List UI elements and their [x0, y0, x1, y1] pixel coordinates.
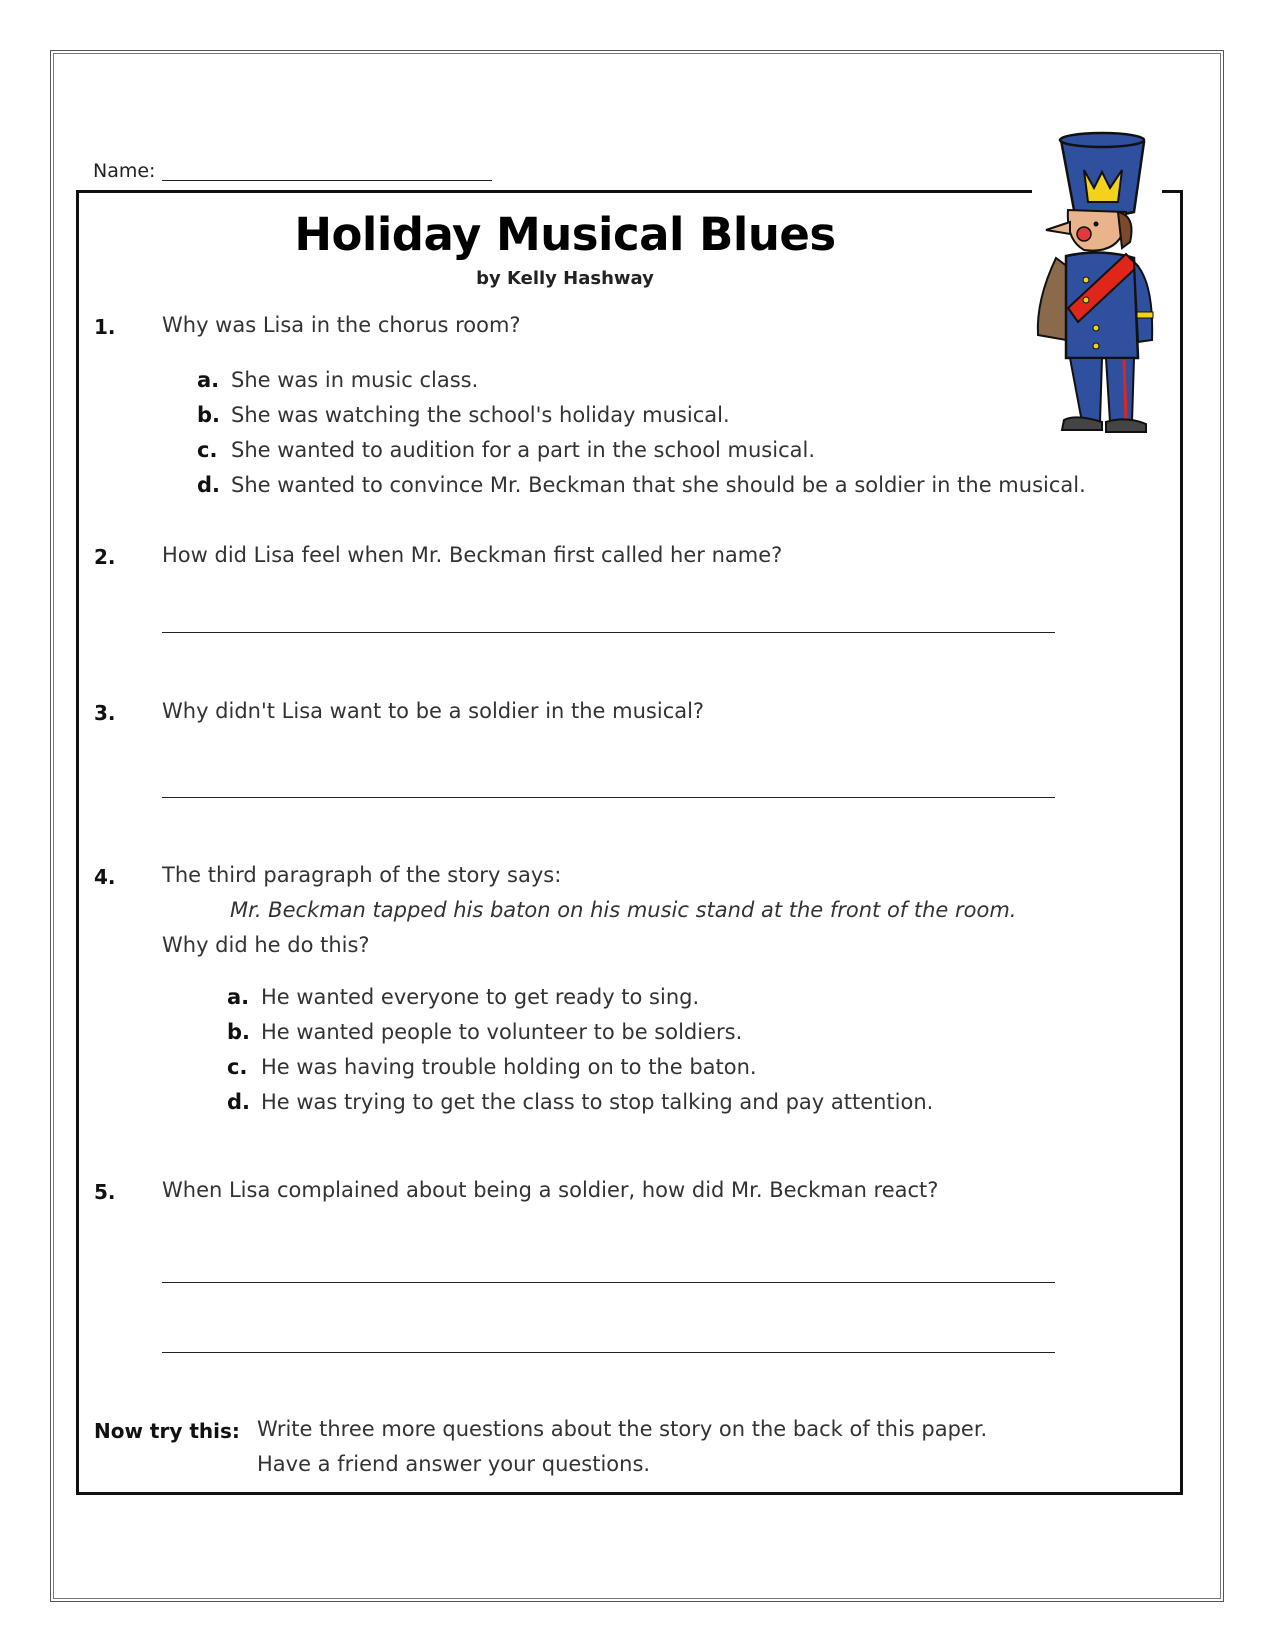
question-1-text: Why was Lisa in the chorus room?	[162, 313, 521, 337]
q4-choice-c[interactable]: c. He was having trouble holding on to the baton.	[227, 1055, 757, 1079]
question-5-text: When Lisa complained about being a soldier, how did Mr. Beckman react?	[162, 1178, 939, 1202]
question-1-number: 1.	[94, 315, 116, 339]
q1-choice-c[interactable]: c. She wanted to audition for a part in the school musical.	[197, 438, 816, 462]
worksheet-title: Holiday Musical Blues	[294, 208, 836, 261]
name-answer-line[interactable]	[162, 180, 492, 181]
q4-followup: Why did he do this?	[162, 933, 370, 957]
name-label: Name:	[93, 160, 156, 182]
question-3-number: 3.	[94, 701, 116, 725]
question-2-number: 2.	[94, 545, 116, 569]
q5-answer-line-2[interactable]	[162, 1352, 1055, 1353]
q1-choice-a[interactable]: a. She was in music class.	[197, 368, 479, 392]
question-4-number: 4.	[94, 865, 116, 889]
q2-answer-line[interactable]	[162, 632, 1055, 633]
q4-choice-a[interactable]: a. He wanted everyone to get ready to sing.	[227, 985, 700, 1009]
toy-soldier-icon	[1026, 130, 1176, 440]
question-5-number: 5.	[94, 1180, 116, 1204]
author-byline: by Kelly Hashway	[476, 268, 654, 289]
q5-answer-line-1[interactable]	[162, 1282, 1055, 1283]
q4-quote: Mr. Beckman tapped his baton on his music stand at the front of the room.	[230, 898, 1017, 922]
now-try-line-2: Have a friend answer your questions.	[257, 1452, 651, 1476]
q1-choice-d[interactable]: d. She wanted to convince Mr. Beckman that she should be a soldier in the musical.	[197, 473, 1086, 497]
question-4-text: The third paragraph of the story says:	[162, 863, 562, 887]
now-try-label: Now try this:	[94, 1419, 240, 1443]
now-try-line-1: Write three more questions about the story on the back of this paper.	[257, 1417, 988, 1441]
q4-choice-d[interactable]: d. He was trying to get the class to stop talking and pay attention.	[227, 1090, 934, 1114]
q3-answer-line[interactable]	[162, 797, 1055, 798]
q4-choice-b[interactable]: b. He wanted people to volunteer to be soldiers.	[227, 1020, 743, 1044]
question-3-text: Why didn't Lisa want to be a soldier in the musical?	[162, 699, 705, 723]
q1-choice-b[interactable]: b. She was watching the school's holiday musical.	[197, 403, 730, 427]
question-2-text: How did Lisa feel when Mr. Beckman first called her name?	[162, 543, 783, 567]
